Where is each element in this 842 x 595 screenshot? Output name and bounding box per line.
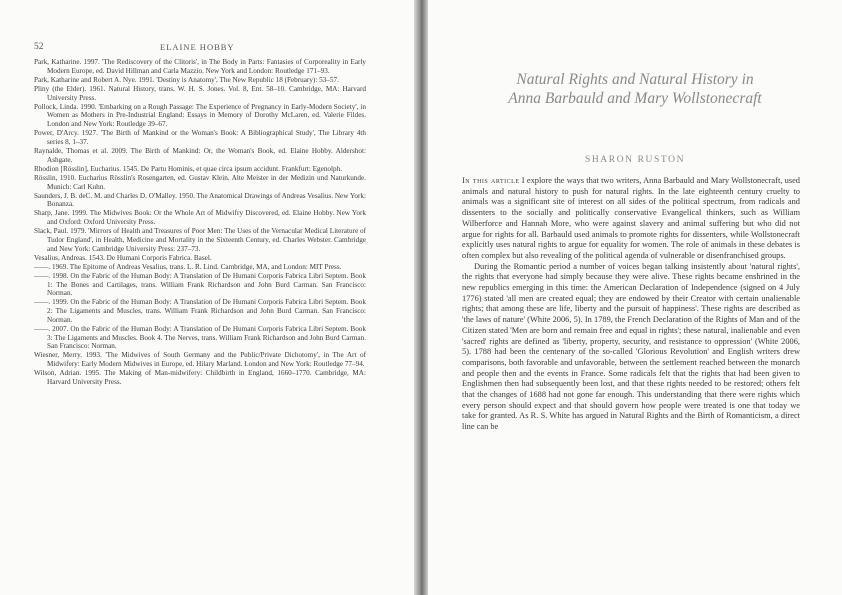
bibliography-entry: ——. 1999. On the Fabric of the Human Body: A Translation of De Humani Corporis Fabrica Libri Septem. Book 2: The Ligaments and Muscles, trans. William Frank Richardson and John Burd Carman. San Francisco: Norman. bbox=[34, 298, 366, 324]
bibliography-entry: Rhodion [Rösslin], Eucharius. 1545. De Partu Hominis, et quae circa ipsum accidunt. Frankfurt: Egenolph. bbox=[34, 164, 343, 173]
bibliography-entry: Saunders, J. B. deC. M. and Charles D. O'Malley. 1950. The Anatomical Drawings of Andreas Vesalius. New York: Bonanza. bbox=[34, 191, 366, 209]
bibliography-entry: Vesalius, Andreas. 1543. De Humani Corporis Fabrica. Basel. bbox=[34, 253, 212, 262]
running-head: ELAINE HOBBY bbox=[160, 42, 235, 52]
bibliography-entry: Sharp, Jane. 1999. The Midwives Book: Or the Whole Art of Midwifry Discovered, ed. Elaine Hobby. New York and Oxford: Oxford University Press. bbox=[34, 209, 366, 227]
chapter-title bbox=[428, 70, 842, 108]
paragraph bbox=[462, 176, 800, 262]
bibliography-entry: ——. 1998. On the Fabric of the Human Body: A Translation of De Humani Corporis Fabrica Libri Septem. Book 1: The Bones and Cartilages, trans. William Frank Richardson and John Burd Carman. San Francisco: Norman. bbox=[34, 271, 366, 298]
bibliography-entry: Park, Katharine. 1997. 'The Rediscovery of the Clitoris', in The Body in Parts: Fantasies of Corporeality in Early Modern Europe, ed. David Hillman and Carla Mazzio. New York and London: Routledge 171–93. bbox=[34, 58, 366, 75]
bibliography-entry: Park, Katharine and Robert A. Nye. 1991. 'Destiny is Anatomy', The New Republic 18 (February): 53–57. bbox=[34, 75, 339, 84]
bibliography-entry: Pliny (the Elder). 1961. Natural History, trans. W. H. S. Jones. Vol. 8, Ent. 58–10. Cambridge, MA: Harvard University Press. bbox=[34, 84, 366, 102]
chapter-body bbox=[462, 176, 800, 433]
bibliography-entry: ——. 1969. The Epitome of Andreas Vesalius, trans. L. R. Lind. Cambridge, MA, and London: MIT Press. bbox=[34, 262, 342, 271]
page-number: 52 bbox=[34, 42, 44, 52]
bibliography bbox=[34, 58, 366, 387]
paragraph-text: I explore the ways that two writers, Anna Barbauld and Mary Wollstonecraft, used animals and natural history to push for natural rights. In the late eighteenth century cruelty to animals was a significant site of interest on all sides of the political spectrum, from radicals and dissenters to the socially and politically conservative Evangelical thinkers, such as William Wilberforce and Hannah More, who were against slavery and animal suffering but who did not argue for rights for all. Barbauld used animals to promote rights for dissenters, while Wollstonecraft explicitly uses natural rights to argue for equality for women. The role of animals in these debates is often complex but also revealing of the political agenda of vulnerable or disenfranchised groups. bbox=[462, 176, 800, 260]
bibliography-entry: Slack, Paul. 1979. 'Mirrors of Health and Treasures of Poor Men: The Uses of the Vernacular Medical Literature of Tudor England', in Health, Medicine and Mortality in the Sixteenth Century, ed. Charles Webster. Cambridge and New York: Cambridge University Press: 237–73. bbox=[34, 227, 366, 253]
chapter-title-line: Anna Barbauld and Mary Wollstonecraft bbox=[508, 90, 762, 107]
bibliography-entry: Wiesner, Merry. 1993. 'The Midwives of South Germany and the Public/Private Dichotomy', in The Art of Midwifery: Early Modern Midwives in Europe, ed. Hilary Marland. London and New York: Routledge 77–94. bbox=[34, 351, 366, 369]
bibliography-entry: Pollock, Linda. 1990. 'Embarking on a Rough Passage: The Experience of Pregnancy in Early-Modern Society', in Women as Mothers in Pre-Industrial England: Essays in Memory of Dorothy McLaren, ed. Valerie Fildes. London and New York: Routledge 39–67. bbox=[34, 102, 366, 129]
bibliography-entry: Rösslin, 1910. Eucharius Rösslin's Rosengarten, ed. Gustav Klein. Alte Meister in der Medizin und Naturkunde. Munich: Carl Kuhn. bbox=[34, 173, 366, 191]
book-gutter bbox=[414, 0, 428, 595]
left-page bbox=[0, 0, 414, 595]
bibliography-entry: Wilson, Adrian. 1995. The Making of Man-midwifery: Childbirth in England, 1660–1770. Cambridge, MA: Harvard University Press. bbox=[34, 369, 366, 386]
right-page bbox=[428, 0, 842, 595]
chapter-author: SHARON RUSTON bbox=[584, 155, 686, 165]
bibliography-entry: Power, D'Arcy. 1927. 'The Birth of Mankind or the Woman's Book: A Bibliographical Study', The Library 4th series 8, 1–37. bbox=[34, 129, 366, 146]
bibliography-entry: ——. 2007. On the Fabric of the Human Body: A Translation of De Humani Corporis Fabrica Libri Septem. Book 3: The Ligaments and Muscles. Book 4. The Nerves, trans. William Frank Richardson and John Burd Carman. San Francisco: Norman. bbox=[34, 324, 366, 351]
paragraph: During the Romantic period a number of voices began talking insistently about 'natural rights', the rights that everyone had simply because they were alive. These rights became enshrined in the new republics emerging in this time: the American Declaration of Independence (signed on 4 July 1776) stated 'all men are created equal; they are endowed by their Creator with certain unalienable rights; that among these are life, liberty and the pursuit of happiness'. These rights are described as 'the laws of nature' (White 2006, 5). In 1789, the French Declaration of the Rights of Man and of the Citizen stated 'Men are born and remain free and equal in rights'; these natural, inalienable and even 'sacred' rights are defined as 'liberty, property, security, and resistance to oppression' (White 2006, 5). 1788 had been the centenary of the so-called 'Glorious Revolution' and English writers drew comparisons, both favorable and unfavorable, between the settlement reached between the monarch and people then and the events in France. Some radicals felt that the rights that had been given to Englishmen then had subsequently been lost, and that these rights needed to be restored; others felt that the changes of 1688 had not gone far enough. This understanding that there were rights which every person should expect and that should govern how people were treated is one that today we take for granted. As R. S. White has argued in Natural Rights and the Birth of Romanticism, a direct line can be bbox=[462, 261, 800, 432]
bibliography-entry: Raynalde, Thomas et al. 2009. The Birth of Mankind: Or, the Woman's Book, ed. Elaine Hobby. Aldershot: Ashgate. bbox=[34, 146, 366, 164]
chapter-title-line: Natural Rights and Natural History in bbox=[516, 71, 754, 88]
paragraph-lead-in: In this article bbox=[462, 176, 520, 185]
